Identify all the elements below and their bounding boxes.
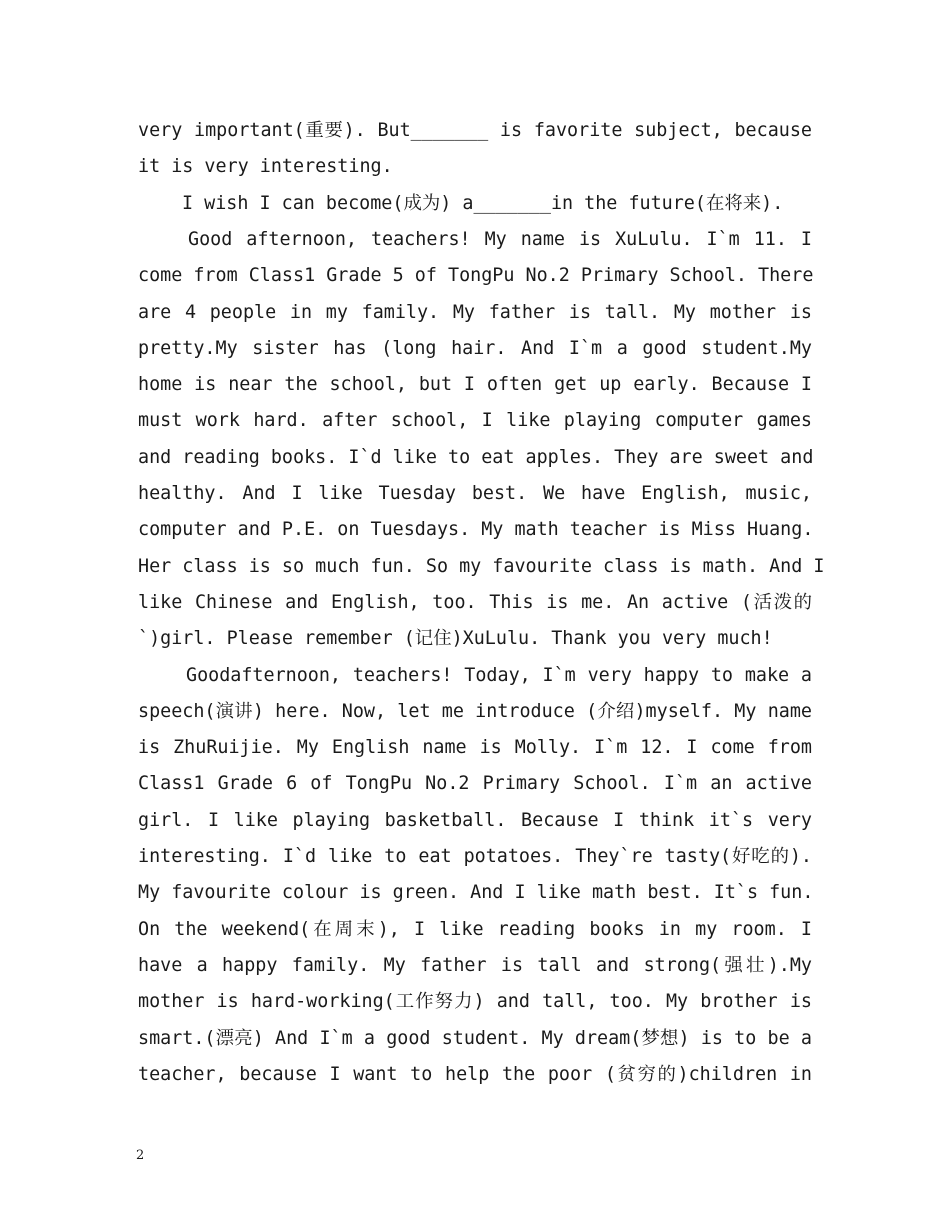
text-line: Class1 Grade 6 of TongPu No.2 Primary School. I`m an active <box>138 773 812 794</box>
text-line: smart.(漂亮) And I`m a good student. My dream(梦想) is to be a <box>138 1028 812 1049</box>
text-line: like Chinese and English, too. This is me. An active (活泼的 <box>138 592 812 613</box>
text-line: pretty.My sister has (long hair. And I`m a good student.My <box>138 338 812 359</box>
text-line: On the weekend(在周末), I like reading books in my room. I <box>138 919 812 940</box>
text-line: is ZhuRuijie. My English name is Molly. I`m 12. I come from <box>138 737 812 758</box>
page-number: 2 <box>136 1148 145 1163</box>
text-line: are 4 people in my family. My father is tall. My mother is <box>138 302 812 323</box>
text-line: healthy. And I like Tuesday best. We have English, music, <box>138 483 812 504</box>
text-line: My favourite colour is green. And I like math best. It`s fun. <box>138 882 814 903</box>
text-line: interesting. I`d like to eat potatoes. They`re tasty(好吃的). <box>138 846 812 867</box>
text-line: girl. I like playing basketball. Because I think it`s very <box>138 810 812 831</box>
text-line: Goodafternoon, teachers! Today, I`m very happy to make a <box>186 665 812 686</box>
text-line: very important(重要). But_______ is favorite subject, because <box>138 120 812 141</box>
text-line: teacher, because I want to help the poor (贫穷的)children in <box>138 1064 812 1085</box>
text-line: I wish I can become(成为) a_______in the future(在将来). <box>182 193 784 214</box>
text-line: speech(演讲) here. Now, let me introduce (介绍)myself. My name <box>138 701 812 722</box>
text-line: Good afternoon, teachers! My name is XuLulu. I`m 11. I <box>188 229 812 250</box>
text-line: and reading books. I`d like to eat apples. They are sweet and <box>138 447 814 468</box>
text-line: come from Class1 Grade 5 of TongPu No.2 Primary School. There <box>138 265 814 286</box>
text-line: `)girl. Please remember (记住)XuLulu. Thank you very much! <box>138 628 773 649</box>
text-line: have a happy family. My father is tall and strong(强壮).My <box>138 955 812 976</box>
text-line: home is near the school, but I often get up early. Because I <box>138 374 812 395</box>
text-line: Her class is so much fun. So my favourite class is math. And I <box>138 556 825 577</box>
text-line: mother is hard-working(工作努力) and tall, too. My brother is <box>138 991 812 1012</box>
text-line: must work hard. after school, I like playing computer games <box>138 410 812 431</box>
text-line: it is very interesting. <box>138 156 393 177</box>
text-line: computer and P.E. on Tuesdays. My math teacher is Miss Huang. <box>138 519 814 540</box>
